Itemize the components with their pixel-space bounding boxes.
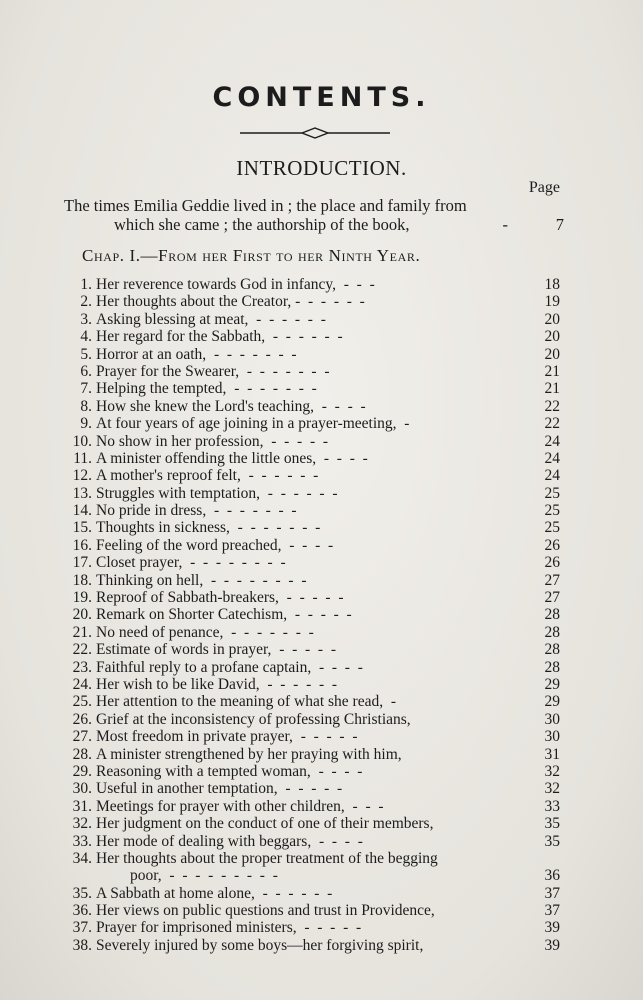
entry-leaders: - - - - - - - [226,380,317,398]
entry-title [96,902,530,919]
contents-entry [62,867,560,884]
contents-entry [62,711,560,728]
contents-entry [62,815,560,832]
entry-page: 21 [544,380,560,398]
entry-title [96,519,530,536]
contents-entry [62,485,560,502]
entry-page: 39 [544,919,560,937]
entry-page: 27 [544,571,560,589]
contents-entry [62,572,560,589]
entry-number: 23. [72,658,92,676]
contents-entry [62,746,560,763]
contents-entry [62,519,560,536]
entry-text: Estimate of words in prayer, [96,641,272,659]
entry-text: A minister strengthened by her praying with him, [96,745,402,763]
contents-entry [62,537,560,554]
entry-number: 25. [72,693,92,711]
entry-page: 33 [544,797,560,815]
entry-page: 20 [544,310,560,328]
entry-text: Helping the tempted, [96,380,227,398]
entry-number: 9. [80,415,92,433]
entry-page: 28 [544,623,560,641]
entry-leaders: - [396,415,410,433]
entry-page: 28 [544,641,560,659]
entry-text: Reproof of Sabbath-breakers, [96,589,279,607]
entry-leaders: - - - - - [287,606,352,624]
entry-title [96,693,530,710]
entry-title [96,885,530,902]
entry-leaders: - - - - - - - [229,519,321,537]
entry-page: 26 [544,554,560,572]
entry-leaders: - - - - [316,449,368,467]
entry-page: 28 [544,606,560,624]
entry-title [96,624,530,641]
entry-number: 17. [72,554,92,572]
introduction-line-2: which she came ; the authorship of the book, [114,215,410,234]
entry-text: A Sabbath at home alone, [96,884,255,902]
entry-page: 25 [544,484,560,502]
entry-text: Her thoughts about the Creator, [96,293,292,311]
entry-title [96,311,530,328]
entry-title [96,415,530,432]
entry-leaders: - - - - - - [254,884,333,902]
entry-page: 35 [544,832,560,850]
entry-title [96,937,530,954]
entry-title [96,676,530,693]
entry-number: 4. [80,328,92,346]
contents-list [62,276,560,954]
contents-entry [62,763,560,780]
entry-page: 21 [544,362,560,380]
entry-page: 30 [544,728,560,746]
entry-number: 31. [72,797,92,815]
entry-title [96,763,530,780]
entry-leaders: - - - - [310,762,363,780]
introduction-line-1: The times Emilia Geddie lived in ; the place and family from [64,196,467,215]
entry-text: A minister offending the little ones, [96,449,317,467]
entry-text: Asking blessing at meat, [96,310,249,328]
entry-leaders: - - - - - - [291,293,365,311]
entry-leaders: - - - - - - - [239,362,330,380]
entry-text: At four years of age joining in a prayer-meeting, [96,415,397,433]
entry-number: 34. [72,849,92,867]
entry-page: 32 [544,780,560,798]
entry-title [96,606,530,623]
entry-number: 27. [72,728,92,746]
entry-title [96,711,530,728]
entry-leaders: - - - - - [271,641,336,659]
entry-title [96,293,530,310]
entry-page: 22 [544,415,560,433]
entry-title [96,346,530,363]
entry-text: Her wish to be like David, [96,675,260,693]
introduction-title: INTRODUCTION. [236,156,407,180]
entry-title [96,850,530,867]
entry-page: 39 [544,936,560,954]
entry-page: 32 [544,762,560,780]
entry-title [96,833,530,850]
contents-entry [62,798,560,815]
contents-entry [62,398,560,415]
entry-text: A mother's reproof felt, [96,467,241,485]
entry-number: 10. [72,432,92,450]
entry-number: 2. [80,293,92,311]
contents-entry [62,780,560,797]
entry-title [96,780,530,797]
entry-title [96,537,530,554]
entry-title [96,363,530,380]
entry-text: Most freedom in private prayer, [96,728,293,746]
entry-title [96,485,530,502]
entry-number: 6. [80,362,92,380]
entry-title [96,380,530,397]
entry-page: 36 [544,867,560,885]
entry-title [96,572,530,589]
entry-text: How she knew the Lord's teaching, [96,397,315,415]
entry-page: 29 [544,675,560,693]
contents-entry [62,276,560,293]
entry-page [530,850,560,867]
entry-number: 28. [72,745,92,763]
entry-text: No need of penance, [96,623,224,641]
entry-text: Reasoning with a tempted woman, [96,762,311,780]
entry-number: 13. [72,484,92,502]
entry-number: 5. [80,345,92,363]
entry-leaders: - - - [344,797,384,815]
entry-text: Thoughts in sickness, [96,519,230,537]
entry-number: 30. [72,780,92,798]
entry-title [96,467,530,484]
contents-entry [62,293,560,310]
entry-number: 24. [72,675,92,693]
entry-text: Severely injured by some boys—her forgiving spirit, [96,936,424,954]
contents-entry [62,919,560,936]
entry-leaders: - - - - - - [240,467,319,485]
entry-text: Her attention to the meaning of what she read, [96,693,384,711]
entry-title [130,867,530,884]
entry-leaders: - - - [336,276,375,293]
entry-text: Faithful reply to a profane captain, [96,658,312,676]
entry-page: 24 [544,449,560,467]
entry-text: No pride in dress, [96,502,207,520]
entry-text: Horror at an oath, [96,345,207,363]
entry-number: 29. [72,762,92,780]
contents-entry [62,502,560,519]
entry-page: 20 [544,345,560,363]
entry-text: Her regard for the Sabbath, [96,328,266,346]
entry-page: 37 [544,902,560,920]
entry-text: Her judgment on the conduct of one of their members, [96,815,434,833]
entry-number: 7. [80,380,92,398]
entry-number: 20. [72,606,92,624]
contents-entry [62,902,560,919]
entry-number: 14. [72,502,92,520]
entry-title [96,641,530,658]
entry-number: 36. [72,902,92,920]
contents-entry [62,606,560,623]
entry-number: 16. [72,536,92,554]
contents-entry [62,589,560,606]
entry-number: 19. [72,589,92,607]
entry-number: 3. [80,310,92,328]
contents-entry [62,676,560,693]
introduction-entry [64,196,564,234]
ornament-divider [240,126,390,140]
entry-number: 12. [72,467,92,485]
entry-number: 11. [73,449,92,467]
entry-title [96,589,530,606]
entry-text: Closet prayer, [96,554,183,572]
entry-leaders: - - - - - [296,919,362,937]
contents-entry [62,693,560,710]
entry-title [96,815,530,832]
entry-number: 22. [72,641,92,659]
entry-leaders: - - - - - - - - [182,554,286,572]
contents-entry [62,641,560,658]
entry-text: Prayer for imprisoned ministers, [96,919,297,937]
entry-leaders: - - - - - - - [206,345,297,363]
entry-leaders: - - - - - [292,728,358,746]
entry-text: Feeling of the word preached, [96,536,282,554]
contents-heading: CONTENTS. [212,82,431,113]
introduction-leader: - [502,215,508,234]
entry-leaders: - - - - [311,832,363,850]
entry-page: 30 [544,710,560,728]
entry-number: 38. [72,936,92,954]
entry-title [96,728,530,745]
entry-page: 25 [544,502,560,520]
entry-leaders: - - - - - - [265,328,343,346]
entry-number: 15. [72,519,92,537]
entry-text: Thinking on hell, [96,571,204,589]
entry-number: 26. [72,710,92,728]
entry-text: Useful in another temptation, [96,780,278,798]
entry-leaders: - - - - - - [260,484,338,502]
entry-title [96,919,530,936]
entry-page: 35 [544,815,560,833]
entry-page: 31 [544,745,560,763]
entry-text: poor, [130,867,162,885]
contents-entry [62,450,560,467]
entry-title [96,502,530,519]
contents-entry [62,311,560,328]
entry-leaders: - - - - - [263,432,329,450]
introduction-page: 7 [555,215,564,234]
entry-text: Prayer for the Swearer, [96,362,240,380]
page-column-label: Page [528,179,560,196]
entry-number: 8. [80,397,92,415]
entry-text: Remark on Shorter Catechism, [96,606,288,624]
entry-text: Her reverence towards God in infancy, [96,276,337,293]
entry-title [96,398,530,415]
entry-page: 25 [544,519,560,537]
entry-page: 28 [544,658,560,676]
contents-entry [62,380,560,397]
entry-leaders: - - - - [281,536,334,554]
contents-entry [62,937,560,954]
contents-entry [62,728,560,745]
contents-entry [62,328,560,345]
entry-number: 35. [72,884,92,902]
contents-entry [62,433,560,450]
contents-entry [62,346,560,363]
contents-entry [62,659,560,676]
entry-page: 24 [544,467,560,485]
entry-text: No show in her profession, [96,432,264,450]
entry-number: 18. [72,571,92,589]
entry-title [96,659,530,676]
entry-leaders: - - - - - - - - - [161,867,278,885]
entry-number: 33. [72,832,92,850]
entry-number: 32. [72,815,92,833]
contents-entry [62,833,560,850]
chapter-title: Chap. I.—From her First to her Ninth Year. [82,246,421,265]
entry-page: 24 [544,432,560,450]
entry-page: 27 [544,589,560,607]
entry-leaders: - - - - [311,658,363,676]
entry-title [96,433,530,450]
entry-text: Her views on public questions and trust in Providence, [96,902,435,920]
entry-leaders: - - - - - [278,589,344,607]
entry-leaders: - - - - - - [248,310,326,328]
entry-number: 37. [72,919,92,937]
entry-text: Grief at the inconsistency of professing Christians, [96,710,411,728]
entry-leaders: - [383,693,397,711]
contents-entry [62,850,560,867]
entry-page: 20 [544,328,560,346]
entry-leaders: - - - - - - [259,675,338,693]
entry-leaders: - - - - - - - [206,502,297,520]
contents-entry [62,554,560,571]
entry-text: Struggles with temptation, [96,484,261,502]
contents-entry [62,624,560,641]
entry-leaders: - - - - - - - - [203,571,307,589]
entry-leaders: - - - - [314,397,366,415]
entry-page: 26 [544,536,560,554]
entry-page: 18 [544,276,560,293]
entry-title [96,798,530,815]
entry-text: Her thoughts about the proper treatment of the begging [96,849,438,867]
entry-text: Meetings for prayer with other children, [96,797,345,815]
entry-title [96,450,530,467]
entry-title [96,554,530,571]
entry-page: 37 [544,884,560,902]
contents-entry [62,363,560,380]
entry-title [96,328,530,345]
entry-page: 19 [544,293,560,311]
entry-title [96,746,530,763]
entry-page: 22 [544,397,560,415]
contents-entry [62,467,560,484]
entry-text: Her mode of dealing with beggars, [96,832,312,850]
entry-number: 21. [72,623,92,641]
entry-title [96,276,530,293]
entry-leaders: - - - - - - - [223,623,314,641]
contents-entry [62,415,560,432]
entry-number: 1. [80,276,92,293]
entry-leaders: - - - - - [277,780,343,798]
contents-entry [62,885,560,902]
entry-page: 29 [544,693,560,711]
